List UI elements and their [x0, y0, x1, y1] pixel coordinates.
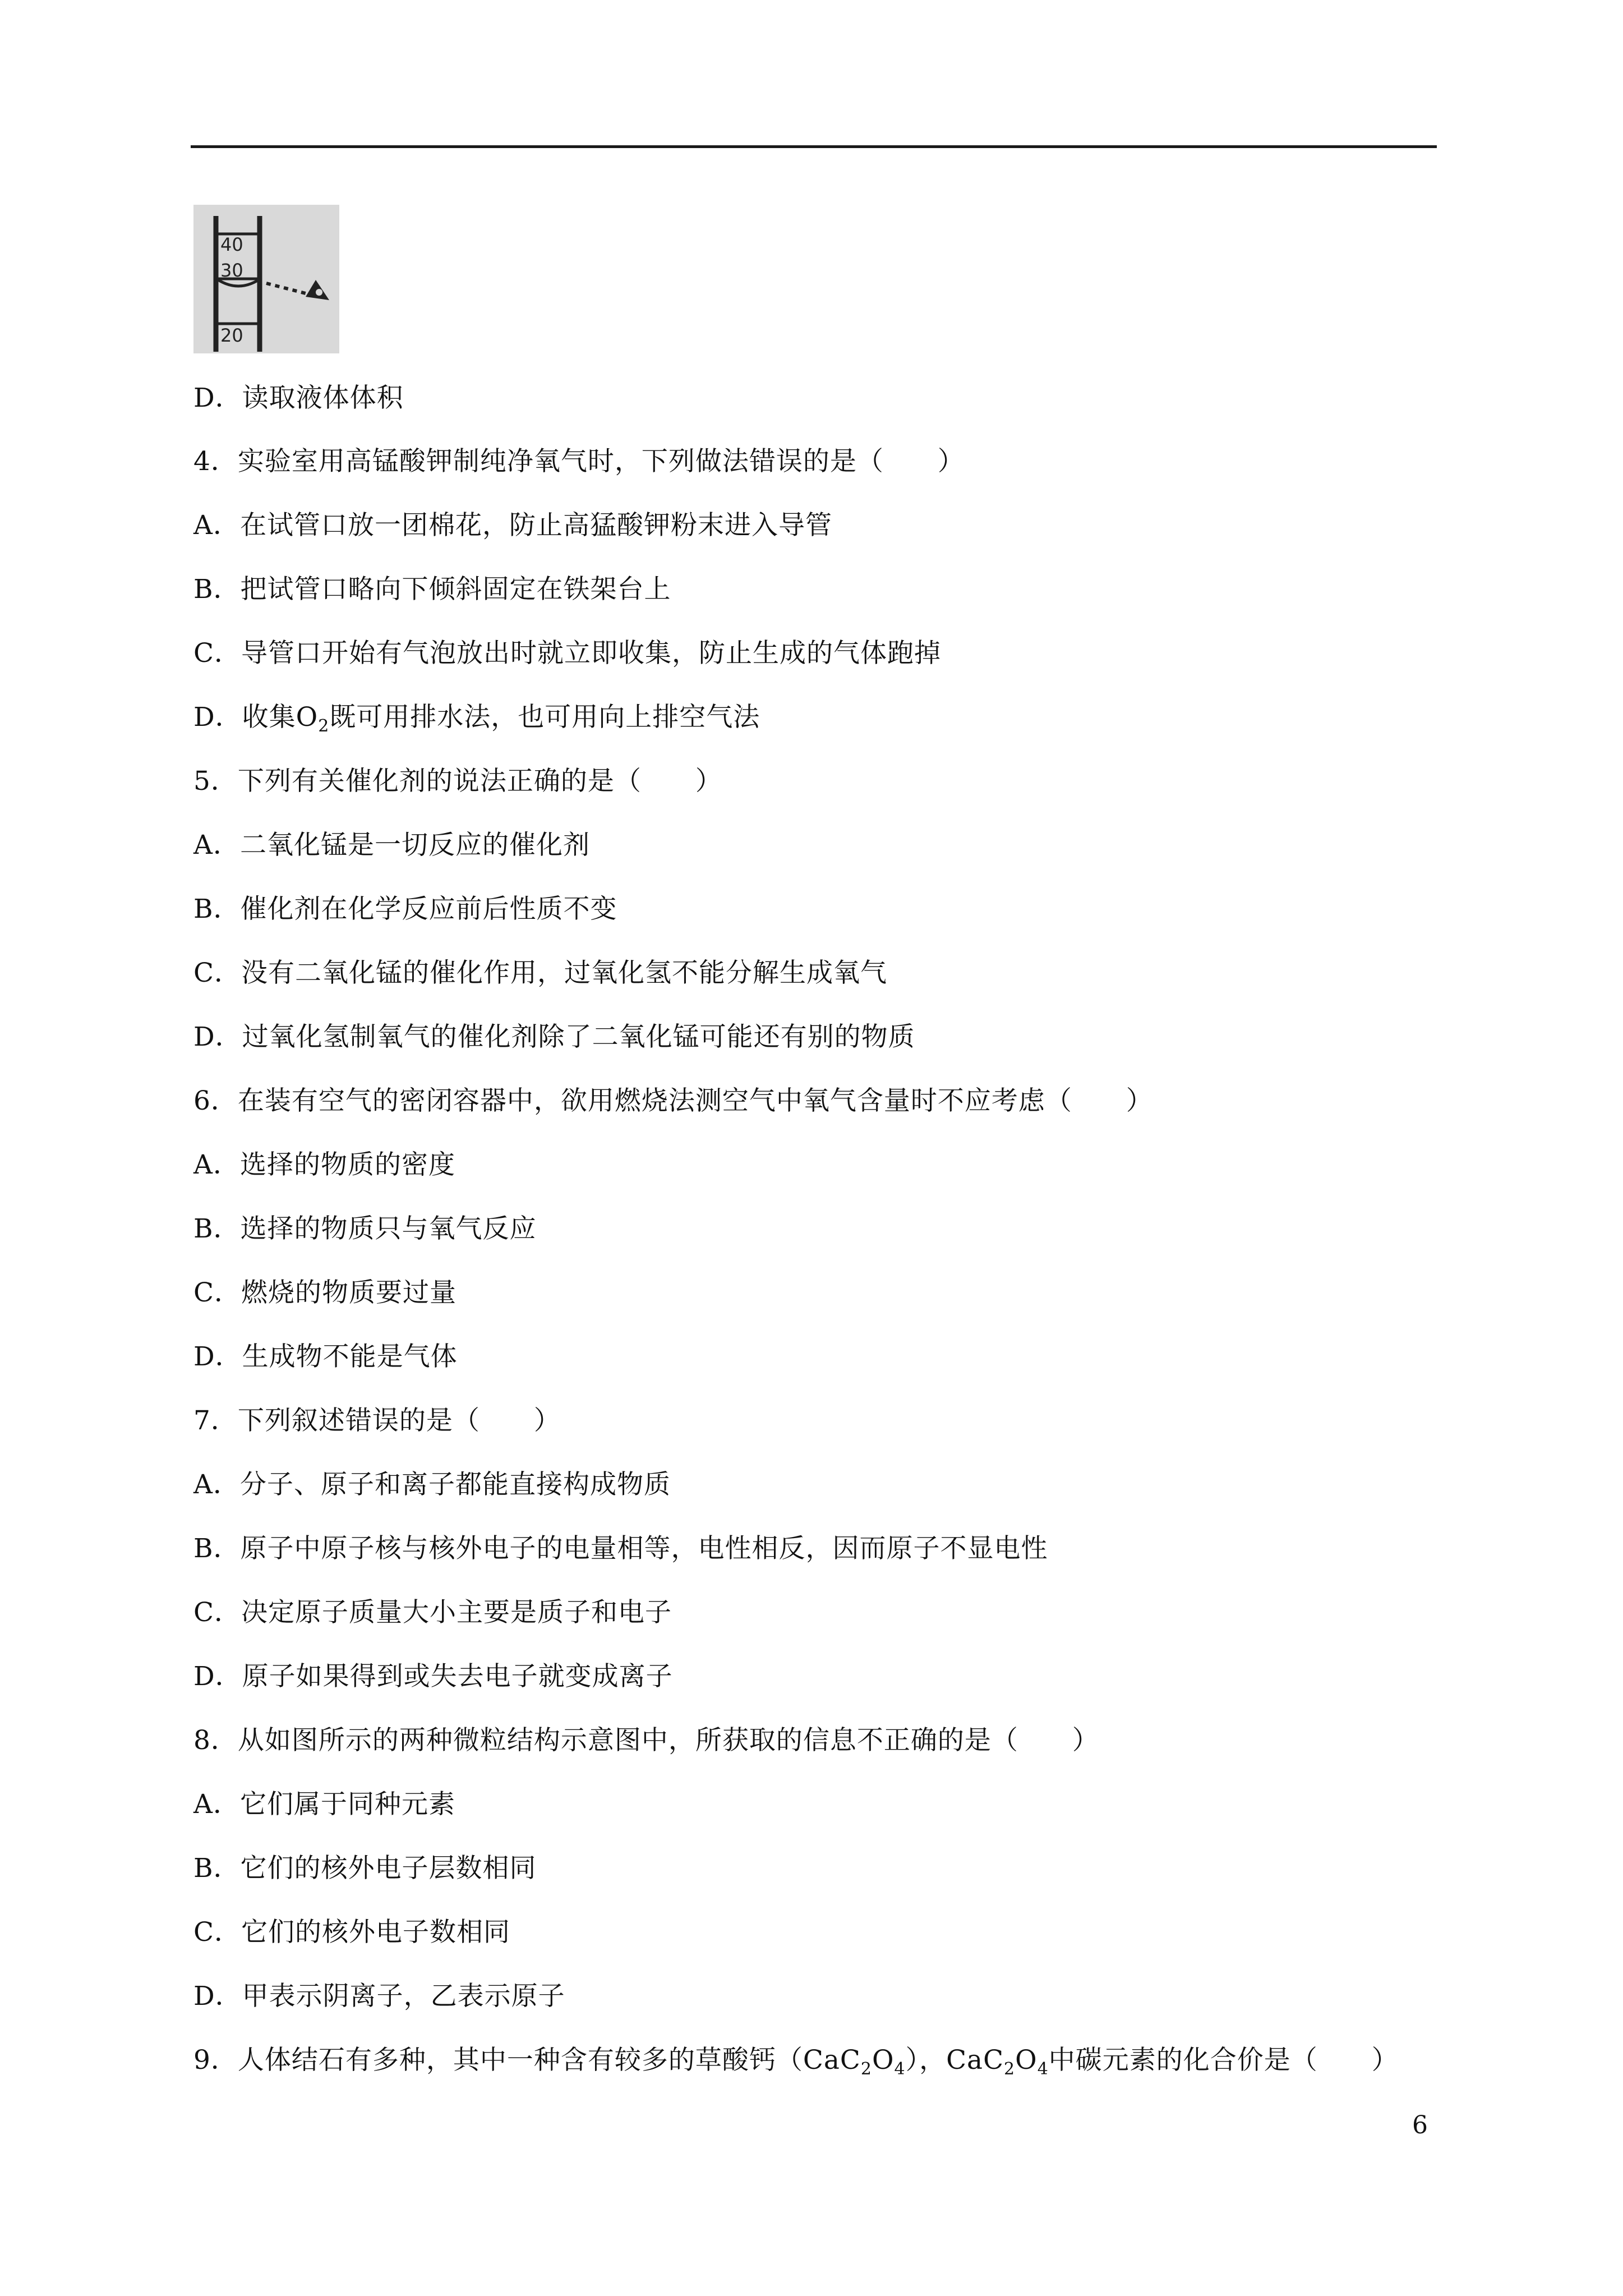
page-number: 6: [1412, 2111, 1428, 2139]
option-8c: C．它们的核外电子数相同: [193, 1917, 510, 1948]
q9-sub-1: 2: [860, 2059, 872, 2079]
option-7c: C．决定原子质量大小主要是质子和电子: [193, 1597, 672, 1628]
option-4b: B．把试管口略向下倾斜固定在铁架台上: [193, 574, 671, 605]
option-4d-before: D．收集O: [193, 702, 319, 733]
option-4d-after: 既可用排水法，也可用向上排空气法: [329, 702, 760, 733]
option-8a: A．它们属于同种元素: [193, 1789, 455, 1820]
option-4d-subscript: 2: [318, 716, 330, 736]
q9-sub-4: 4: [1037, 2059, 1049, 2079]
q9-part-2: O: [872, 2045, 895, 2076]
graduated-cylinder-figure: [193, 205, 339, 353]
q9-part-3: ），CaC: [905, 2045, 1004, 2076]
option-4a: A．在试管口放一团棉花，防止高猛酸钾粉末进入导管: [193, 510, 832, 541]
tick-label-40: 40: [220, 234, 243, 255]
header-rule: [191, 145, 1437, 148]
q9-sub-2: 4: [894, 2059, 906, 2079]
question-9: [193, 2044, 1399, 2077]
option-4d: [193, 701, 760, 734]
option-7d: D．原子如果得到或失去电子就变成离子: [193, 1661, 673, 1692]
question-5: 5．下列有关催化剂的说法正确的是（ ）: [193, 766, 722, 797]
option-5c: C．没有二氧化锰的催化作用，过氧化氢不能分解生成氧气: [193, 958, 887, 988]
option-6a: A．选择的物质的密度: [193, 1149, 455, 1180]
question-7: 7．下列叙述错误的是（ ）: [193, 1405, 561, 1436]
question-4: 4．实验室用高锰酸钾制纯净氧气时，下列做法错误的是（ ）: [193, 446, 965, 477]
option-6d: D．生成物不能是气体: [193, 1341, 458, 1372]
option-4c: C．导管口开始有气泡放出时就立即收集，防止生成的气体跑掉: [193, 638, 941, 669]
option-6b: B．选择的物质只与氧气反应: [193, 1213, 537, 1244]
option-7b: B．原子中原子核与核外电子的电量相等，电性相反，因而原子不显电性: [193, 1533, 1048, 1564]
question-6: 6．在装有空气的密闭容器中，欲用燃烧法测空气中氧气含量时不应考虑（ ）: [193, 1085, 1153, 1116]
q9-sub-3: 2: [1004, 2059, 1016, 2079]
q9-part-4: O: [1015, 2045, 1038, 2076]
option-8b: B．它们的核外电子层数相同: [193, 1853, 537, 1884]
option-3d: D．读取液体体积: [193, 383, 404, 413]
q9-part-5: 中碳元素的化合价是（ ）: [1048, 2045, 1399, 2076]
option-5a: A．二氧化锰是一切反应的催化剂: [193, 830, 590, 861]
option-5b: B．催化剂在化学反应前后性质不变: [193, 894, 617, 924]
option-5d: D．过氧化氢制氧气的催化剂除了二氧化锰可能还有别的物质: [193, 1022, 915, 1052]
option-6c: C．燃烧的物质要过量: [193, 1277, 457, 1308]
option-8d: D．甲表示阴离子，乙表示原子: [193, 1981, 565, 2012]
option-7a: A．分子、原子和离子都能直接构成物质: [193, 1469, 671, 1500]
tick-label-30: 30: [220, 260, 243, 281]
tick-label-20: 20: [220, 325, 243, 346]
q9-part-1: 9．人体结石有多种，其中一种含有较多的草酸钙（CaC: [193, 2045, 861, 2076]
question-8: 8．从如图所示的两种微粒结构示意图中，所获取的信息不正确的是（ ）: [193, 1725, 1099, 1756]
